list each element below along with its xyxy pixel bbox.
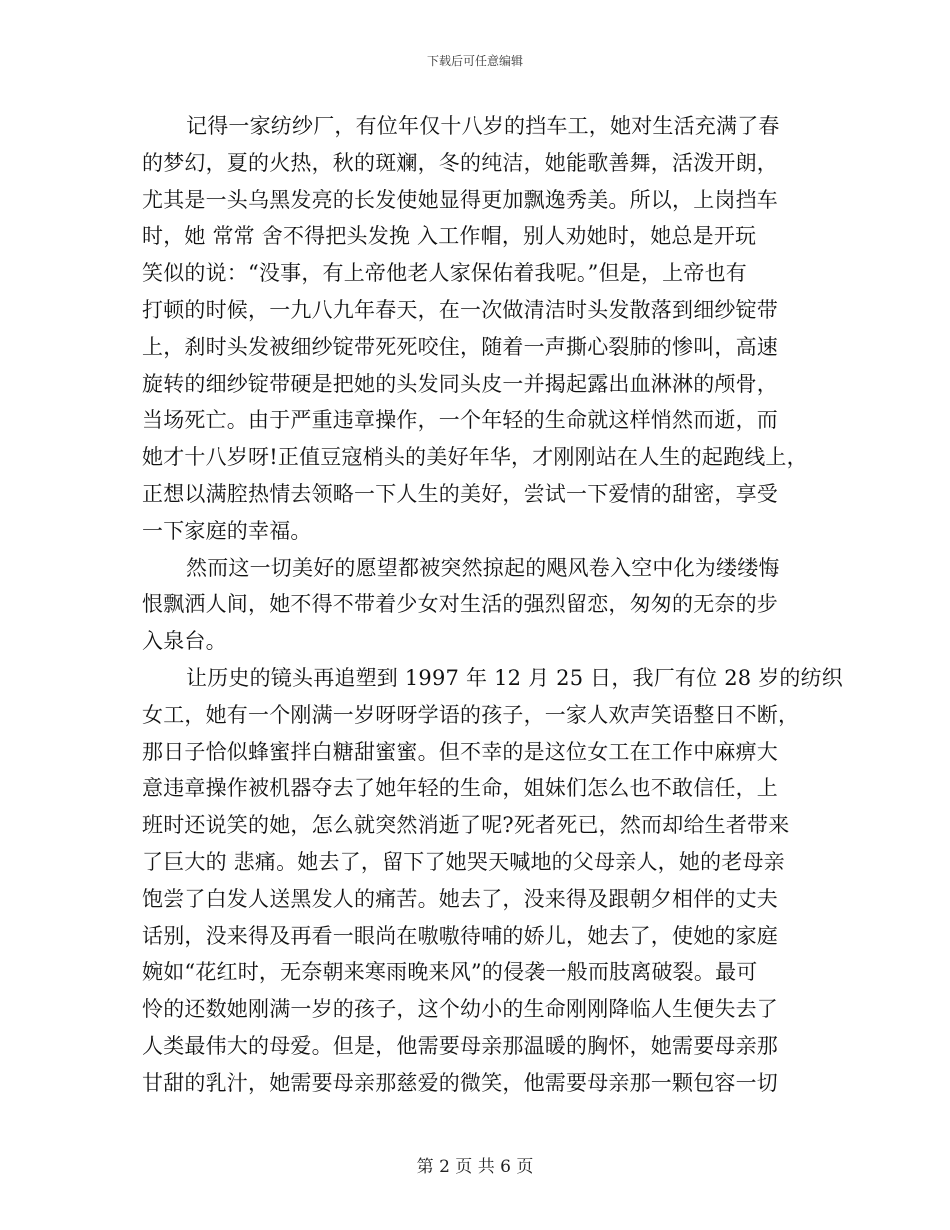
text-line: 尤其是一头乌黑发亮的长发使她显得更加飘逸秀美。所以，上岗挡车	[142, 187, 778, 212]
text-line: 当场死亡。由于严重违章操作，一个年轻的生命就这样悄然而逝，而	[142, 408, 778, 433]
text-line: 恨飘洒人间，她不得不带着少女对生活的强烈留恋，匆匆的无奈的步	[142, 592, 778, 617]
text-line: 旋转的细纱锭带硬是把她的头发同头皮一并揭起露出血淋淋的颅骨，	[142, 371, 778, 396]
text-line: 她才十八岁呀!正值豆寇梢头的美好年华，才刚刚站在人生的起跑线上，	[142, 445, 808, 470]
text-line: 入泉台。	[142, 629, 227, 654]
text-line: 甘甜的乳汁，她需要母亲那慈爱的微笑，他需要母亲那一颗包容一切	[142, 1070, 778, 1095]
text-line: 然而这一切美好的愿望都被突然掠起的飓风卷入空中化为缕缕悔	[186, 555, 780, 580]
text-line: 意违章操作被机器夺去了她年轻的生命，姐妹们怎么也不敢信任，上	[142, 776, 778, 801]
text-line: 打顿的时候，一九八九年春天，在一次做清洁时头发散落到细纱锭带	[142, 297, 778, 322]
text-line: 正想以满腔热情去领略一下人生的美好，尝试一下爱情的甜密，享受	[142, 481, 778, 506]
text-line: 时，她 常常 舍不得把头发挽 入工作帽，别人劝她时，她总是开玩	[142, 224, 757, 249]
text-line: 班时还说笑的她，怎么就突然消逝了呢?死者死已，然而却给生者带来	[142, 813, 790, 838]
text-line: 的梦幻，夏的火热，秋的斑斓，冬的纯洁，她能歌善舞，活泼开朗，	[142, 150, 778, 175]
text-line: 女工，她有一个刚满一岁呀呀学语的孩子，一家人欢声笑语整日不断，	[142, 702, 800, 727]
text-line: 那日子恰似蜂蜜拌白糖甜蜜蜜。但不幸的是这位女工在工作中麻痹大	[142, 739, 778, 764]
text-line: 人类最伟大的母爱。但是，他需要母亲那温暖的胸怀，她需要母亲那	[142, 1033, 778, 1058]
text-line: 让历史的镜头再追塑到 1997 年 12 月 25 日，我厂有位 28 岁的纺织	[186, 665, 844, 690]
page-header: 下载后可任意编辑	[426, 54, 523, 68]
text-line: 饱尝了白发人送黑发人的痛苦。她去了，没来得及跟朝夕相伴的丈夫	[142, 886, 778, 911]
text-line: 话别，没来得及再看一眼尚在嗷嗷待哺的娇儿，她去了，使她的家庭	[142, 923, 778, 948]
document-body	[142, 108, 844, 1102]
text-line: 记得一家纺纱厂，有位年仅十八岁的挡车工，她对生活充满了春	[186, 114, 780, 138]
page-number-footer: 第 2 页 共 6 页	[416, 1157, 534, 1177]
text-line: 笑似的说：“没事，有上帝他老人家保佑着我呢。”但是，上帝也有	[142, 261, 747, 286]
text-line: 婉如“花红时，无奈朝来寒雨晚来风”的侵袭一般而肢离破裂。最可	[142, 960, 758, 985]
text-line: 了巨大的 悲痛。她去了，留下了她哭天喊地的父母亲人，她的老母亲	[142, 849, 785, 874]
text-line: 怜的还数她刚满一岁的孩子，这个幼小的生命刚刚降临人生便失去了	[142, 997, 778, 1022]
text-line: 上，刹时头发被细纱锭带死死咬住，随着一声撕心裂肺的惨叫，高速	[142, 334, 778, 359]
text-line: 一下家庭的幸福。	[142, 518, 312, 543]
